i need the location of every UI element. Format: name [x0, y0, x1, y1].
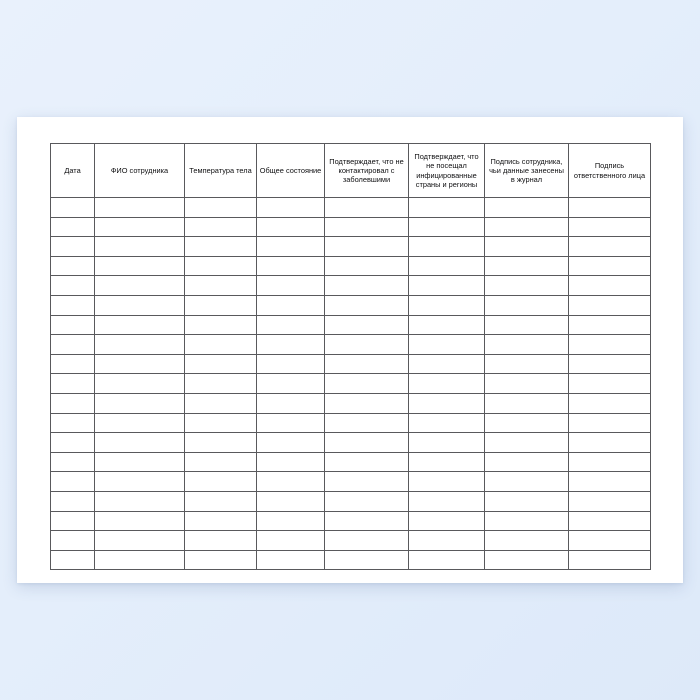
table-cell[interactable]: [325, 511, 409, 531]
table-cell[interactable]: [51, 256, 95, 276]
table-row: [51, 354, 651, 374]
table-cell[interactable]: [51, 354, 95, 374]
column-header-general-condition: Общее состояние: [257, 144, 325, 198]
table-cell[interactable]: [257, 237, 325, 257]
table-cell[interactable]: [569, 491, 651, 511]
table-cell[interactable]: [95, 237, 185, 257]
table-cell[interactable]: [257, 472, 325, 492]
table-cell[interactable]: [51, 511, 95, 531]
table-cell[interactable]: [325, 413, 409, 433]
table-cell[interactable]: [569, 393, 651, 413]
table-cell[interactable]: [485, 217, 569, 237]
table-cell[interactable]: [325, 354, 409, 374]
table-cell[interactable]: [257, 413, 325, 433]
table-cell[interactable]: [569, 315, 651, 335]
table-cell[interactable]: [409, 550, 485, 570]
table-cell[interactable]: [409, 433, 485, 453]
table-cell[interactable]: [95, 276, 185, 296]
table-cell[interactable]: [485, 335, 569, 355]
table-cell[interactable]: [325, 433, 409, 453]
table-cell[interactable]: [95, 374, 185, 394]
table-cell[interactable]: [95, 531, 185, 551]
table-cell[interactable]: [185, 531, 257, 551]
table-cell[interactable]: [325, 531, 409, 551]
table-cell[interactable]: [409, 393, 485, 413]
table-cell[interactable]: [569, 217, 651, 237]
table-row: [51, 295, 651, 315]
table-cell[interactable]: [485, 413, 569, 433]
table-row: [51, 276, 651, 296]
column-header-employee-name: ФИО сотрудника: [95, 144, 185, 198]
table-cell[interactable]: [485, 315, 569, 335]
table-cell[interactable]: [51, 393, 95, 413]
table-cell[interactable]: [185, 217, 257, 237]
table-row: [51, 198, 651, 218]
column-header-date: Дата: [51, 144, 95, 198]
table-cell[interactable]: [185, 472, 257, 492]
table-cell[interactable]: [485, 491, 569, 511]
table-cell[interactable]: [51, 452, 95, 472]
table-cell[interactable]: [409, 374, 485, 394]
table-cell[interactable]: [325, 276, 409, 296]
table-cell[interactable]: [185, 491, 257, 511]
table-body: [51, 198, 651, 570]
table-cell[interactable]: [325, 491, 409, 511]
table-row: [51, 256, 651, 276]
table-cell[interactable]: [185, 315, 257, 335]
table-cell[interactable]: [185, 276, 257, 296]
table-cell[interactable]: [257, 531, 325, 551]
table-cell[interactable]: [95, 413, 185, 433]
column-header-employee-signature: Подпись сотрудника, чьи данные занесены в журнал: [485, 144, 569, 198]
table-cell[interactable]: [485, 198, 569, 218]
table-cell[interactable]: [51, 295, 95, 315]
table-row: [51, 413, 651, 433]
table-cell[interactable]: [51, 491, 95, 511]
table-cell[interactable]: [485, 393, 569, 413]
table-cell[interactable]: [51, 413, 95, 433]
table-cell[interactable]: [325, 472, 409, 492]
table-cell[interactable]: [257, 256, 325, 276]
table-cell[interactable]: [95, 550, 185, 570]
table-cell[interactable]: [409, 354, 485, 374]
table-cell[interactable]: [485, 511, 569, 531]
table-cell[interactable]: [409, 198, 485, 218]
table-cell[interactable]: [185, 374, 257, 394]
table-cell[interactable]: [95, 354, 185, 374]
table-cell[interactable]: [185, 354, 257, 374]
table-row: [51, 374, 651, 394]
table-cell[interactable]: [257, 276, 325, 296]
table-cell[interactable]: [51, 198, 95, 218]
table-cell[interactable]: [95, 393, 185, 413]
table-cell[interactable]: [185, 256, 257, 276]
table-cell[interactable]: [185, 393, 257, 413]
table-cell[interactable]: [569, 472, 651, 492]
health-journal-table: [50, 143, 651, 570]
table-cell[interactable]: [409, 217, 485, 237]
table-cell[interactable]: [325, 315, 409, 335]
table-cell[interactable]: [51, 276, 95, 296]
table-cell[interactable]: [569, 256, 651, 276]
table-cell[interactable]: [257, 550, 325, 570]
table-cell[interactable]: [325, 550, 409, 570]
table-row: [51, 550, 651, 570]
table-cell[interactable]: [257, 354, 325, 374]
table-cell[interactable]: [257, 491, 325, 511]
table-cell[interactable]: [185, 511, 257, 531]
table-cell[interactable]: [257, 315, 325, 335]
table-row: [51, 491, 651, 511]
table-cell[interactable]: [569, 531, 651, 551]
table-cell[interactable]: [185, 237, 257, 257]
table-cell[interactable]: [569, 198, 651, 218]
table-cell[interactable]: [257, 335, 325, 355]
table-cell[interactable]: [257, 433, 325, 453]
table-cell[interactable]: [325, 335, 409, 355]
table-cell[interactable]: [95, 295, 185, 315]
table-cell[interactable]: [325, 198, 409, 218]
table-row: [51, 237, 651, 257]
table-cell[interactable]: [185, 295, 257, 315]
table-cell[interactable]: [185, 550, 257, 570]
table-row: [51, 531, 651, 551]
table-cell[interactable]: [325, 452, 409, 472]
table-cell[interactable]: [325, 217, 409, 237]
table-cell[interactable]: [51, 237, 95, 257]
table-cell[interactable]: [409, 256, 485, 276]
table-cell[interactable]: [569, 237, 651, 257]
column-header-body-temperature: Температура тела: [185, 144, 257, 198]
table-row: [51, 472, 651, 492]
table-cell[interactable]: [485, 452, 569, 472]
table-row: [51, 335, 651, 355]
table-cell[interactable]: [95, 433, 185, 453]
table-cell[interactable]: [257, 452, 325, 472]
table-cell[interactable]: [185, 335, 257, 355]
table-cell[interactable]: [257, 511, 325, 531]
table-cell[interactable]: [485, 276, 569, 296]
table-cell[interactable]: [569, 335, 651, 355]
table-cell[interactable]: [569, 413, 651, 433]
column-header-no-contact-confirmation: Подтверждает, что не контактировал с заболевшими: [325, 144, 409, 198]
table-row: [51, 433, 651, 453]
table-cell[interactable]: [95, 491, 185, 511]
table-cell[interactable]: [51, 217, 95, 237]
table-header-row: [51, 144, 651, 198]
table-cell[interactable]: [51, 433, 95, 453]
table-cell[interactable]: [325, 393, 409, 413]
document-sheet: [17, 117, 683, 583]
table-cell[interactable]: [485, 550, 569, 570]
table-cell[interactable]: [185, 433, 257, 453]
table-row: [51, 315, 651, 335]
table-cell[interactable]: [409, 491, 485, 511]
column-header-no-travel-confirmation: Подтверждает, что не посещал инфицированные страны и регионы: [409, 144, 485, 198]
table-cell[interactable]: [325, 237, 409, 257]
table-cell[interactable]: [51, 315, 95, 335]
table-cell[interactable]: [51, 531, 95, 551]
table-cell[interactable]: [485, 295, 569, 315]
table-cell[interactable]: [409, 531, 485, 551]
table-cell[interactable]: [485, 237, 569, 257]
table-row: [51, 452, 651, 472]
table-cell[interactable]: [409, 452, 485, 472]
table-cell[interactable]: [257, 393, 325, 413]
table-cell[interactable]: [95, 511, 185, 531]
table-cell[interactable]: [257, 374, 325, 394]
table-cell[interactable]: [409, 335, 485, 355]
table-cell[interactable]: [485, 374, 569, 394]
table-cell[interactable]: [95, 452, 185, 472]
table-cell[interactable]: [325, 374, 409, 394]
table-cell[interactable]: [95, 217, 185, 237]
table-cell[interactable]: [51, 335, 95, 355]
table-cell[interactable]: [569, 433, 651, 453]
table-cell[interactable]: [569, 354, 651, 374]
table-cell[interactable]: [95, 198, 185, 218]
table-cell[interactable]: [51, 550, 95, 570]
table-cell[interactable]: [409, 237, 485, 257]
table-cell[interactable]: [569, 452, 651, 472]
table-cell[interactable]: [485, 433, 569, 453]
table-cell[interactable]: [409, 472, 485, 492]
column-header-responsible-person-signature: Подпись ответственного лица: [569, 144, 651, 198]
table-cell[interactable]: [409, 315, 485, 335]
table-cell[interactable]: [409, 511, 485, 531]
table-cell[interactable]: [569, 276, 651, 296]
table-cell[interactable]: [185, 198, 257, 218]
table-row: [51, 511, 651, 531]
table-cell[interactable]: [95, 315, 185, 335]
table-cell[interactable]: [257, 217, 325, 237]
table-cell[interactable]: [325, 256, 409, 276]
table-row: [51, 217, 651, 237]
table-cell[interactable]: [51, 472, 95, 492]
table-cell[interactable]: [95, 256, 185, 276]
table-cell[interactable]: [185, 413, 257, 433]
table-cell[interactable]: [95, 335, 185, 355]
table-cell[interactable]: [409, 276, 485, 296]
table-cell[interactable]: [485, 531, 569, 551]
table-cell[interactable]: [485, 472, 569, 492]
table-cell[interactable]: [569, 550, 651, 570]
table-row: [51, 393, 651, 413]
table-cell[interactable]: [485, 256, 569, 276]
table-cell[interactable]: [569, 374, 651, 394]
table-cell[interactable]: [95, 472, 185, 492]
table-cell[interactable]: [325, 295, 409, 315]
table-cell[interactable]: [185, 452, 257, 472]
table-cell[interactable]: [257, 295, 325, 315]
table-cell[interactable]: [485, 354, 569, 374]
table-header: [51, 144, 651, 198]
table-cell[interactable]: [409, 413, 485, 433]
table-container: [50, 143, 650, 557]
table-cell[interactable]: [569, 295, 651, 315]
table-cell[interactable]: [51, 374, 95, 394]
table-cell[interactable]: [569, 511, 651, 531]
table-cell[interactable]: [257, 198, 325, 218]
table-cell[interactable]: [409, 295, 485, 315]
